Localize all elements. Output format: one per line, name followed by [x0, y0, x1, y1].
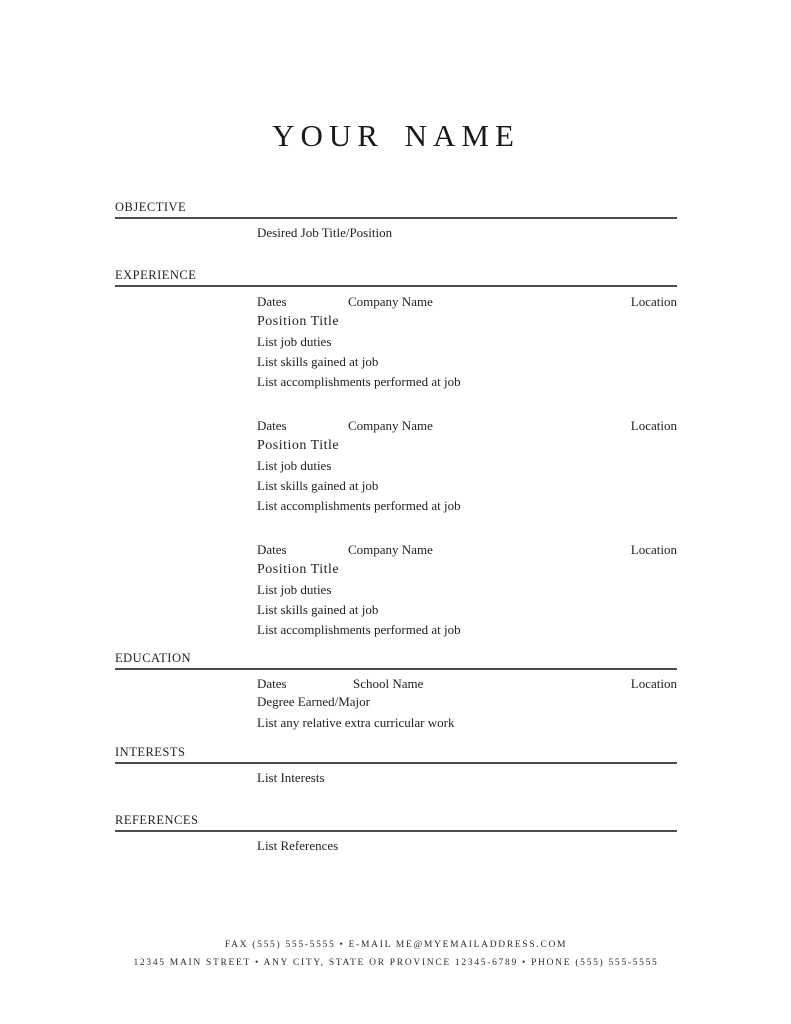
page-title: YOUR NAME	[272, 118, 520, 153]
section-heading-education: EDUCATION	[115, 651, 677, 670]
experience-accomplishments: List accomplishments performed at job	[257, 622, 461, 637]
experience-company: Company Name	[348, 418, 433, 433]
objective-text: Desired Job Title/Position	[257, 225, 393, 240]
experience-meta-row	[257, 292, 677, 312]
education-extra: List any relative extra curricular work	[257, 715, 455, 730]
experience-position: Position Title	[257, 562, 340, 577]
education-school: School Name	[353, 676, 424, 691]
section-heading-interests: INTERESTS	[115, 745, 677, 764]
education-dates: Dates	[257, 676, 287, 691]
section-heading-objective: OBJECTIVE	[115, 200, 677, 219]
experience-dates: Dates	[257, 294, 287, 309]
experience-accomplishments: List accomplishments performed at job	[257, 498, 461, 513]
experience-dates: Dates	[257, 418, 287, 433]
experience-entry-1	[257, 292, 677, 392]
experience-skills: List skills gained at job	[257, 354, 379, 369]
education-meta-row	[257, 675, 677, 693]
experience-dates: Dates	[257, 542, 287, 557]
education-degree: Degree Earned/Major	[257, 694, 370, 709]
section-heading-references: REFERENCES	[115, 813, 677, 832]
experience-entry-2	[257, 416, 677, 516]
contact-footer	[115, 936, 677, 972]
footer-fax-email: FAX (555) 555-5555 • E-MAIL ME@MYEMAILADDRESS.COM	[224, 940, 568, 950]
experience-skills: List skills gained at job	[257, 478, 379, 493]
experience-position: Position Title	[257, 438, 340, 453]
experience-accomplishments: List accomplishments performed at job	[257, 374, 461, 389]
experience-duties: List job duties	[257, 458, 332, 473]
footer-address-phone: 12345 MAIN STREET • ANY CITY, STATE OR PROVINCE 12345-6789 • PHONE (555) 555-5555	[133, 958, 659, 968]
experience-company: Company Name	[348, 542, 433, 557]
education-entry	[257, 675, 677, 732]
experience-location: Location	[630, 418, 677, 433]
interests-text: List Interests	[257, 770, 325, 785]
section-heading-experience: EXPERIENCE	[115, 268, 677, 287]
experience-entry-3	[257, 540, 677, 640]
experience-location: Location	[630, 542, 677, 557]
education-location: Location	[630, 676, 677, 691]
experience-position: Position Title	[257, 314, 340, 329]
experience-duties: List job duties	[257, 582, 332, 597]
experience-skills: List skills gained at job	[257, 602, 379, 617]
experience-duties: List job duties	[257, 334, 332, 349]
references-text: List References	[257, 838, 339, 853]
experience-location: Location	[630, 294, 677, 309]
experience-company: Company Name	[348, 294, 433, 309]
experience-meta-row	[257, 540, 677, 560]
experience-meta-row	[257, 416, 677, 436]
